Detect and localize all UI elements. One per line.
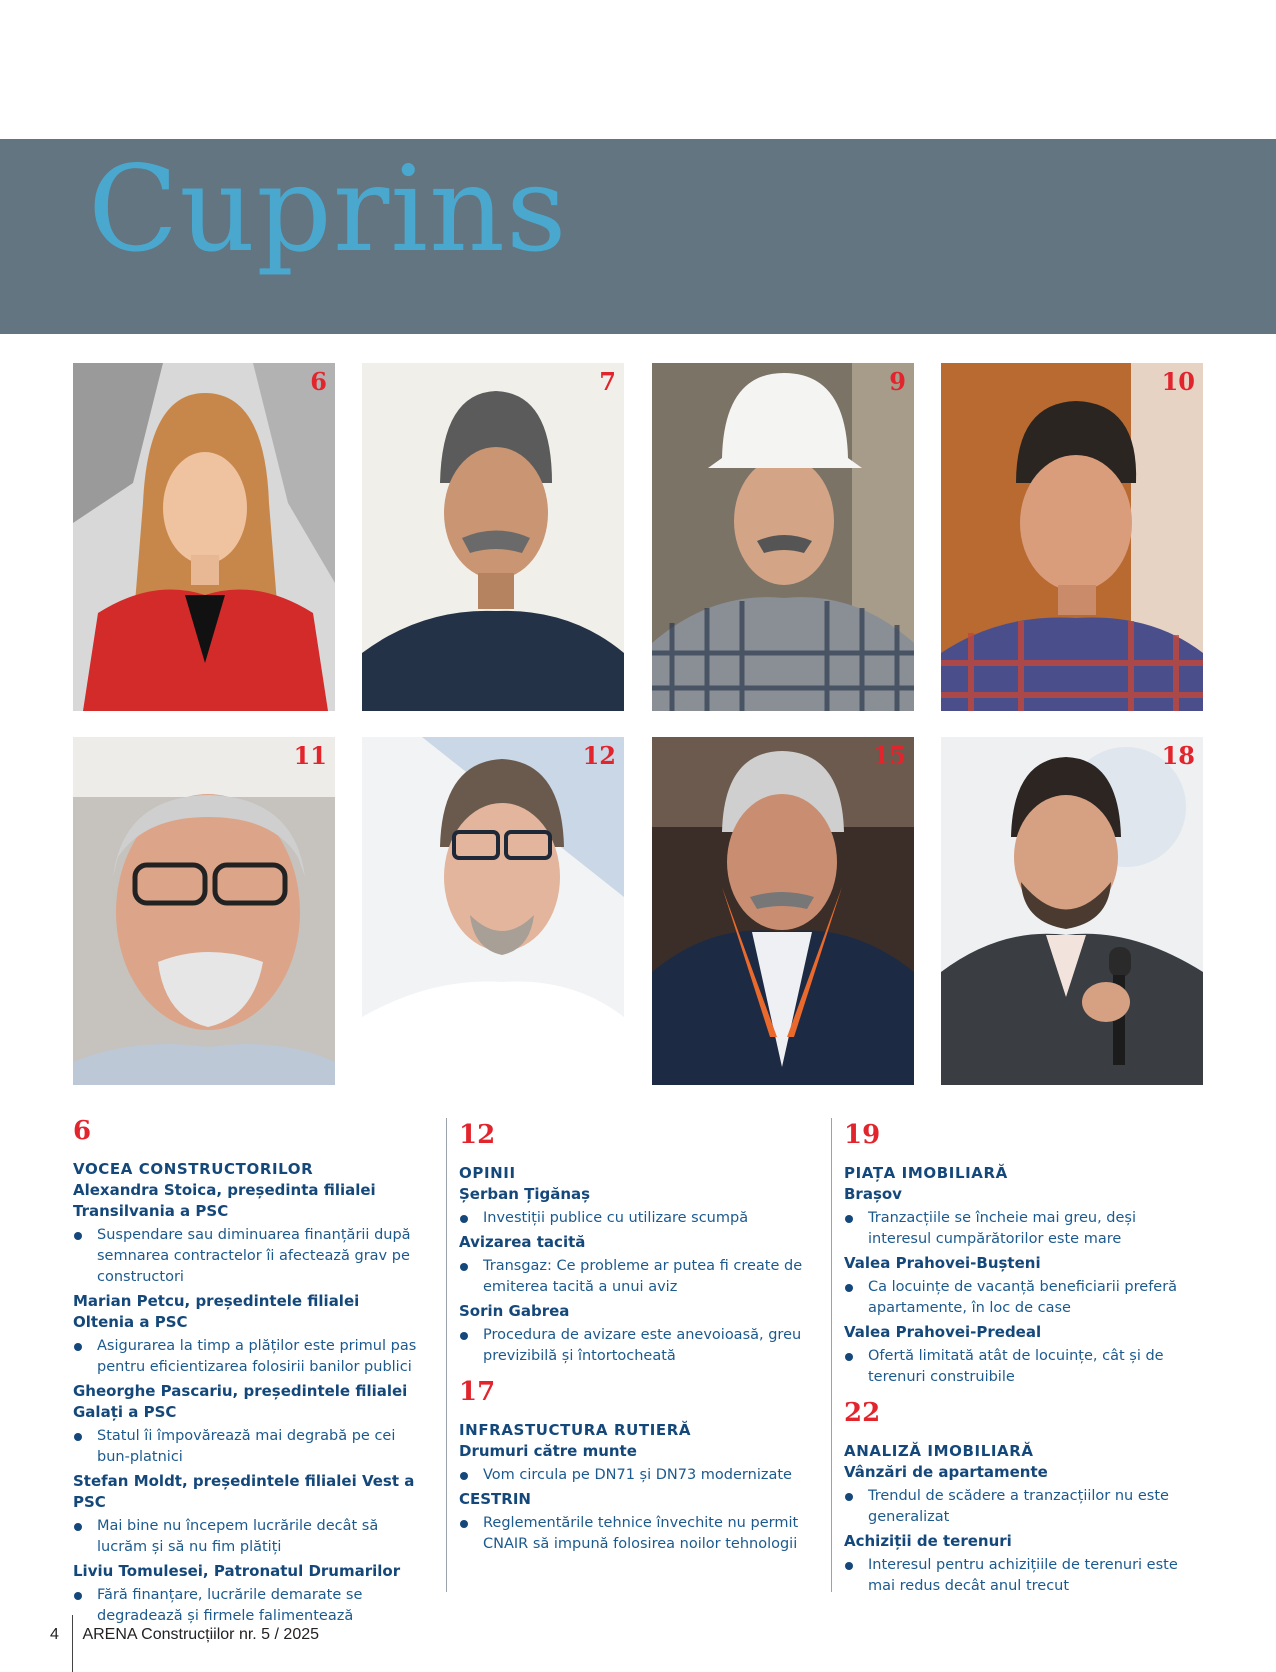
toc-bullet: Vom circula pe DN71 și DN73 modernizate xyxy=(459,1465,804,1486)
toc-subtitle: Marian Petcu, președintele filialei Oltenia a PSC xyxy=(73,1292,360,1331)
bullet-icon xyxy=(845,1284,853,1292)
toc-subtitle: Valea Prahovei-Bușteni xyxy=(844,1254,1041,1272)
toc-subtitle: Alexandra Stoica, președinta filialei Transilvania a PSC xyxy=(73,1181,376,1220)
toc-bullet: Reglementările tehnice învechite nu permit CNAIR să impună folosirea noilor tehnologii xyxy=(459,1513,804,1555)
toc-subtitle: Liviu Tomulesei, Patronatul Drumarilor xyxy=(73,1562,401,1580)
bullet-icon xyxy=(460,1332,468,1340)
bullet-icon xyxy=(460,1215,468,1223)
bullet-icon xyxy=(74,1592,82,1600)
footer-publication: ARENA Construcțiilor nr. 5 / 2025 xyxy=(82,1626,320,1643)
photo-page-number: 7 xyxy=(599,367,616,396)
toc-subtitle: Stefan Moldt, președintele filialei Vest a PSC xyxy=(73,1472,415,1511)
toc-bullet: Procedura de avizare este anevoioasă, greu previzibilă și întortocheată xyxy=(459,1325,804,1367)
toc-bullet: Trendul de scădere a tranzacțiilor nu este generalizat xyxy=(844,1486,1189,1528)
page-title: Cuprins xyxy=(88,140,568,278)
toc-column-3 xyxy=(844,1120,1189,1600)
portrait-photo xyxy=(941,363,1203,711)
photo-page-number: 11 xyxy=(293,741,327,770)
photo-page-number: 18 xyxy=(1161,741,1195,770)
toc-subtitle: Sorin Gabrea xyxy=(459,1302,570,1320)
toc-section-title: VOCEA CONSTRUCTORILOR xyxy=(73,1160,314,1178)
column-divider xyxy=(446,1118,447,1592)
toc-bullet: Ca locuințe de vacanță beneficiarii preferă apartamente, în loc de case xyxy=(844,1277,1189,1319)
toc-subtitle: Gheorghe Pascariu, președintele filialei Galați a PSC xyxy=(73,1382,408,1421)
toc-subtitle: Șerban Țigănaș xyxy=(459,1185,591,1203)
photo-page-number: 10 xyxy=(1161,367,1195,396)
toc-section-title: INFRASTUCTURA RUTIERĂ xyxy=(459,1421,692,1439)
toc-bullet: Ofertă limitată atât de locuințe, cât și de terenuri construibile xyxy=(844,1346,1189,1388)
portrait-photo xyxy=(73,363,335,711)
portrait-photo xyxy=(652,363,914,711)
toc-subtitle: Vânzări de apartamente xyxy=(844,1463,1048,1481)
toc-section-title: ANALIZĂ IMOBILIARĂ xyxy=(844,1442,1034,1460)
photo-page-number: 12 xyxy=(582,741,616,770)
portrait-photo xyxy=(652,737,914,1085)
portrait-photo xyxy=(362,363,624,711)
photo-page-number: 6 xyxy=(310,367,327,396)
toc-subtitle: Valea Prahovei-Predeal xyxy=(844,1323,1042,1341)
toc-column-1 xyxy=(73,1116,418,1630)
toc-bullet: Fără finanțare, lucrările demarate se degradează și firmele falimentează xyxy=(73,1585,418,1627)
portrait-photo xyxy=(362,737,624,1085)
bullet-icon xyxy=(460,1520,468,1528)
toc-page-number: 17 xyxy=(459,1377,496,1407)
toc-page-number: 22 xyxy=(844,1398,881,1428)
toc-bullet: Investiții publice cu utilizare scumpă xyxy=(459,1208,804,1229)
portrait-photo xyxy=(73,737,335,1085)
toc-bullet: Mai bine nu începem lucrările decât să lucrăm și să nu fim plătiți xyxy=(73,1516,418,1558)
bullet-icon xyxy=(460,1263,468,1271)
toc-bullet: Transgaz: Ce probleme ar putea fi create de emiterea tacită a unui aviz xyxy=(459,1256,804,1298)
toc-bullet: Interesul pentru achizițiile de terenuri este mai redus decât anul trecut xyxy=(844,1555,1189,1597)
toc-section-title: PIAȚA IMOBILIARĂ xyxy=(844,1164,1008,1182)
column-divider xyxy=(831,1118,832,1592)
toc-section-title: OPINII xyxy=(459,1164,516,1182)
toc-subtitle: CESTRIN xyxy=(459,1490,531,1508)
photo-page-number: 15 xyxy=(872,741,906,770)
toc-page-number: 19 xyxy=(844,1120,881,1150)
toc-page-number: 12 xyxy=(459,1120,496,1150)
toc-bullet: Statul îi împovărează mai degrabă pe cei bun-platnici xyxy=(73,1426,418,1468)
toc-bullet: Tranzacțiile se încheie mai greu, deși interesul cumpărătorilor este mare xyxy=(844,1208,1189,1250)
bullet-icon xyxy=(845,1493,853,1501)
toc-column-2 xyxy=(459,1120,804,1558)
toc-page-number: 6 xyxy=(73,1116,92,1146)
toc-bullet: Suspendare sau diminuarea finanțării după semnarea contractelor îi afectează grav pe constructori xyxy=(73,1225,418,1288)
bullet-icon xyxy=(460,1472,468,1480)
toc-subtitle: Avizarea tacită xyxy=(459,1233,586,1251)
footer-page-number: 4 xyxy=(50,1626,59,1643)
toc-subtitle: Achiziții de terenuri xyxy=(844,1532,1012,1550)
bullet-icon xyxy=(74,1523,82,1531)
toc-subtitle: Brașov xyxy=(844,1185,902,1203)
bullet-icon xyxy=(74,1433,82,1441)
photo-page-number: 9 xyxy=(889,367,906,396)
toc-subtitle: Drumuri către munte xyxy=(459,1442,637,1460)
toc-bullet: Asigurarea la timp a plăților este primul pas pentru eficientizarea folosirii banilor publici xyxy=(73,1336,418,1378)
bullet-icon xyxy=(74,1232,82,1240)
bullet-icon xyxy=(845,1215,853,1223)
portrait-photo xyxy=(941,737,1203,1085)
bullet-icon xyxy=(74,1343,82,1351)
bullet-icon xyxy=(845,1562,853,1570)
page-footer xyxy=(50,1626,319,1644)
bullet-icon xyxy=(845,1353,853,1361)
